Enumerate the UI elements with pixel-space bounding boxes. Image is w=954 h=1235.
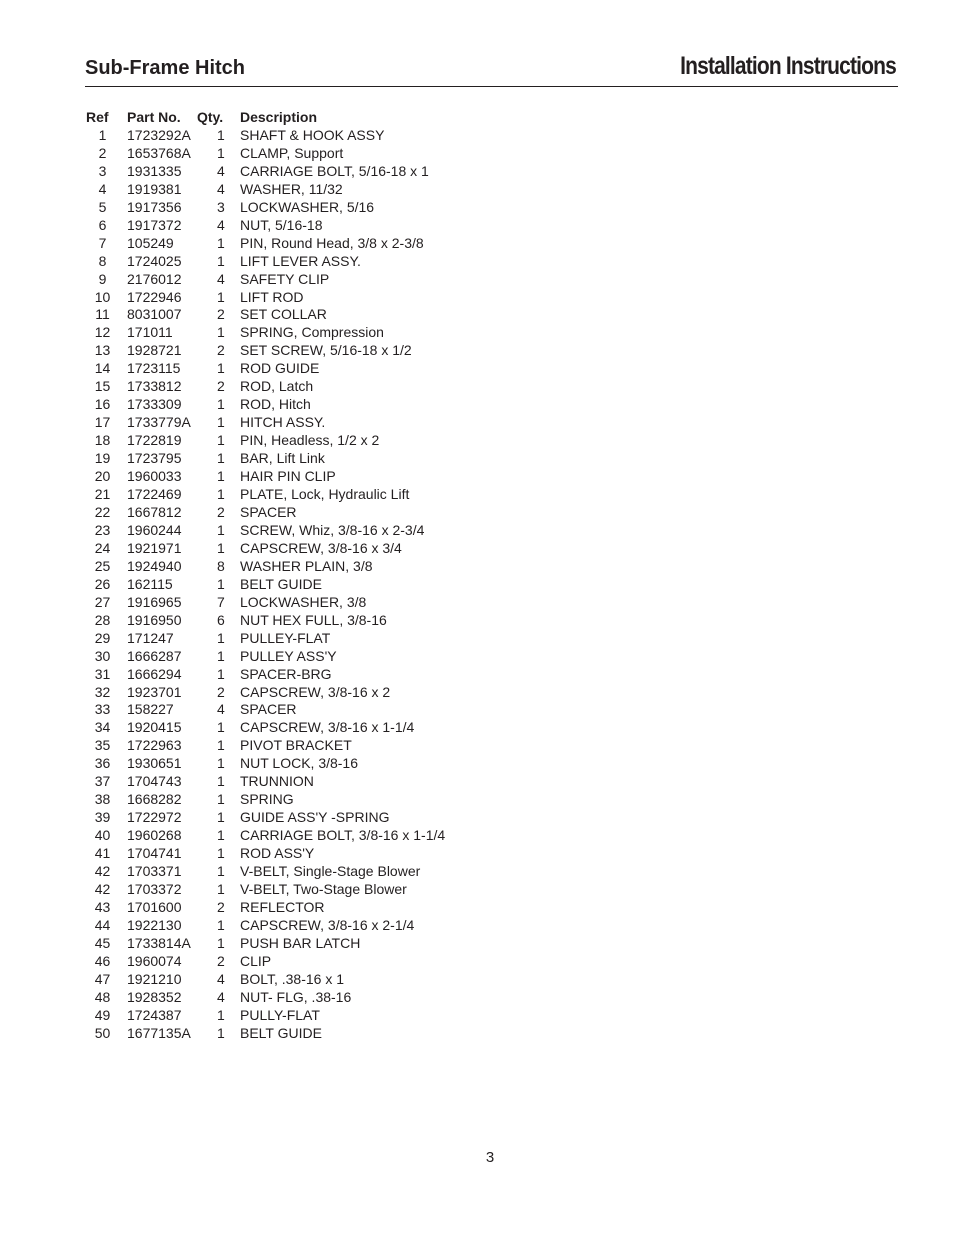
cell-ref: 20 — [94, 468, 111, 485]
cell-qty: 2 — [217, 342, 225, 359]
cell-qty: 1 — [217, 126, 225, 143]
cell-description: PUSH BAR LATCH — [240, 934, 361, 951]
cell-ref: 48 — [94, 988, 111, 1005]
table-row — [84, 414, 500, 432]
cell-qty: 1 — [217, 414, 225, 431]
cell-part-no: 1921971 — [127, 539, 182, 556]
cell-description: CARRIAGE BOLT, 3/8-16 x 1-1/4 — [240, 827, 446, 844]
cell-ref: 38 — [94, 791, 111, 808]
table-row — [84, 773, 500, 791]
cell-qty: 1 — [217, 773, 225, 790]
cell-qty: 2 — [217, 503, 225, 520]
table-row — [84, 396, 500, 414]
cell-description: NUT HEX FULL, 3/8-16 — [240, 611, 387, 628]
cell-part-no: 1917372 — [127, 216, 182, 233]
cell-qty: 2 — [217, 306, 225, 323]
cell-part-no: 1920415 — [127, 719, 182, 736]
parts-list-body — [84, 127, 500, 1043]
cell-ref: 13 — [94, 342, 111, 359]
cell-part-no: 1960268 — [127, 827, 182, 844]
cell-ref: 29 — [94, 629, 111, 646]
cell-part-no: 158227 — [127, 701, 174, 718]
cell-description: PIVOT BRACKET — [240, 737, 352, 754]
table-row — [84, 648, 500, 666]
cell-part-no: 1930651 — [127, 755, 182, 772]
cell-ref: 26 — [94, 575, 111, 592]
cell-ref: 5 — [98, 198, 107, 215]
table-row — [84, 827, 500, 845]
cell-description: SET SCREW, 5/16-18 x 1/2 — [240, 342, 412, 359]
table-row — [84, 845, 500, 863]
cell-description: LIFT ROD — [240, 288, 304, 305]
cell-ref: 23 — [94, 521, 111, 538]
cell-part-no: 1922130 — [127, 916, 182, 933]
cell-qty: 2 — [217, 378, 225, 395]
cell-ref: 43 — [94, 898, 111, 915]
cell-part-no: 1733812 — [127, 378, 182, 395]
cell-qty: 1 — [217, 539, 225, 556]
cell-qty: 1 — [217, 360, 225, 377]
table-row — [84, 468, 500, 486]
cell-part-no: 1916965 — [127, 593, 182, 610]
cell-part-no: 171247 — [127, 629, 174, 646]
cell-qty: 4 — [217, 180, 225, 197]
cell-description: SHAFT & HOOK ASSY — [240, 126, 385, 143]
cell-ref: 36 — [94, 755, 111, 772]
cell-ref: 14 — [94, 360, 111, 377]
cell-description: WASHER PLAIN, 3/8 — [240, 557, 373, 574]
cell-ref: 45 — [94, 934, 111, 951]
table-row — [84, 684, 500, 702]
cell-part-no: 1928352 — [127, 988, 182, 1005]
table-row — [84, 432, 500, 450]
cell-ref: 50 — [94, 1024, 111, 1041]
cell-qty: 1 — [217, 252, 225, 269]
cell-ref: 39 — [94, 809, 111, 826]
cell-part-no: 1722972 — [127, 809, 182, 826]
table-row — [84, 558, 500, 576]
cell-qty: 6 — [217, 611, 225, 628]
cell-part-no: 1960244 — [127, 521, 182, 538]
cell-description: CLIP — [240, 952, 272, 969]
cell-part-no: 1723292A — [127, 126, 191, 143]
cell-qty: 1 — [217, 629, 225, 646]
cell-ref: 25 — [94, 557, 111, 574]
cell-qty: 1 — [217, 827, 225, 844]
cell-description: CLAMP, Support — [240, 144, 344, 161]
table-row — [84, 289, 500, 307]
cell-qty: 1 — [217, 450, 225, 467]
cell-description: WASHER, 11/32 — [240, 180, 343, 197]
cell-ref: 12 — [94, 324, 111, 341]
table-row — [84, 630, 500, 648]
cell-qty: 1 — [217, 288, 225, 305]
cell-description: SPACER-BRG — [240, 665, 332, 682]
cell-qty: 1 — [217, 809, 225, 826]
cell-qty: 1 — [217, 324, 225, 341]
cell-qty: 2 — [217, 952, 225, 969]
cell-description: NUT- FLG, .38-16 — [240, 988, 352, 1005]
cell-ref: 8 — [98, 252, 107, 269]
table-row — [84, 594, 500, 612]
cell-ref: 9 — [98, 270, 107, 287]
table-row — [84, 576, 500, 594]
cell-description: PULLY-FLAT — [240, 1006, 320, 1023]
table-row — [84, 253, 500, 271]
table-row — [84, 809, 500, 827]
cell-description: SPACER — [240, 503, 297, 520]
cell-description: SPACER — [240, 701, 297, 718]
cell-ref: 11 — [95, 306, 110, 323]
cell-description: PIN, Headless, 1/2 x 2 — [240, 432, 380, 449]
cell-qty: 1 — [217, 755, 225, 772]
parts-list-table — [84, 109, 500, 1043]
cell-ref: 27 — [94, 593, 111, 610]
table-row — [84, 1025, 500, 1043]
table-row — [84, 450, 500, 468]
table-row — [84, 199, 500, 217]
page-header — [85, 52, 898, 87]
cell-description: CAPSCREW, 3/8-16 x 1-1/4 — [240, 719, 415, 736]
table-row — [84, 719, 500, 737]
cell-description: ROD, Hitch — [240, 396, 311, 413]
cell-qty: 4 — [217, 162, 225, 179]
table-row — [84, 1007, 500, 1025]
cell-description: SCREW, Whiz, 3/8-16 x 2-3/4 — [240, 521, 425, 538]
page-number: 3 — [485, 1149, 495, 1166]
cell-qty: 1 — [217, 144, 225, 161]
cell-ref: 30 — [94, 647, 111, 664]
cell-part-no: 1960074 — [127, 952, 182, 969]
table-row — [84, 522, 500, 540]
cell-part-no: 1703372 — [127, 880, 182, 897]
cell-part-no: 1928721 — [127, 342, 182, 359]
cell-part-no: 1653768A — [127, 144, 191, 161]
cell-part-no: 1919381 — [127, 180, 182, 197]
cell-part-no: 8031007 — [127, 306, 182, 323]
cell-description: SPRING, Compression — [240, 324, 384, 341]
cell-ref: 40 — [94, 827, 111, 844]
cell-qty: 1 — [217, 719, 225, 736]
table-row — [84, 540, 500, 558]
cell-ref: 42 — [94, 863, 111, 880]
cell-description: LOCKWASHER, 5/16 — [240, 198, 375, 215]
cell-ref: 42 — [94, 880, 111, 897]
table-row — [84, 163, 500, 181]
cell-description: V-BELT, Single-Stage Blower — [240, 863, 421, 880]
cell-part-no: 1723115 — [127, 360, 181, 377]
cell-description: HITCH ASSY. — [240, 414, 326, 431]
table-row — [84, 791, 500, 809]
cell-description: SET COLLAR — [240, 306, 327, 323]
cell-description: BELT GUIDE — [240, 575, 322, 592]
cell-part-no: 171011 — [127, 324, 173, 341]
cell-part-no: 1921210 — [127, 970, 182, 987]
cell-ref: 3 — [98, 162, 107, 179]
cell-qty: 1 — [217, 916, 225, 933]
table-row — [84, 989, 500, 1007]
cell-ref: 1 — [98, 126, 107, 143]
cell-qty: 4 — [217, 270, 225, 287]
cell-ref: 16 — [94, 396, 111, 413]
cell-part-no: 1733779A — [127, 414, 191, 431]
cell-qty: 1 — [217, 934, 225, 951]
cell-ref: 41 — [94, 845, 111, 862]
cell-part-no: 1703371 — [127, 863, 182, 880]
cell-description: SPRING — [240, 791, 294, 808]
cell-description: V-BELT, Two-Stage Blower — [240, 880, 407, 897]
cell-ref: 33 — [94, 701, 111, 718]
cell-qty: 1 — [217, 575, 225, 592]
cell-qty: 1 — [217, 863, 225, 880]
section-title: Sub-Frame Hitch — [85, 57, 246, 79]
cell-description: NUT, 5/16-18 — [240, 216, 323, 233]
cell-part-no: 1722946 — [127, 288, 182, 305]
table-row — [84, 612, 500, 630]
cell-ref: 47 — [94, 970, 111, 987]
cell-part-no: 1924940 — [127, 557, 182, 574]
cell-description: CAPSCREW, 3/8-16 x 2-1/4 — [240, 916, 415, 933]
cell-description: CARRIAGE BOLT, 5/16-18 x 1 — [240, 162, 429, 179]
cell-qty: 2 — [217, 683, 225, 700]
table-row — [84, 755, 500, 773]
cell-ref: 35 — [94, 737, 111, 754]
cell-qty: 1 — [217, 665, 225, 682]
cell-qty: 1 — [217, 432, 225, 449]
cell-qty: 1 — [217, 521, 225, 538]
cell-description: BELT GUIDE — [240, 1024, 322, 1041]
cell-ref: 22 — [94, 503, 111, 520]
table-row — [84, 235, 500, 253]
cell-part-no: 1733814A — [127, 934, 191, 951]
cell-qty: 1 — [217, 845, 225, 862]
cell-description: BOLT, .38-16 x 1 — [240, 970, 345, 987]
cell-qty: 1 — [217, 791, 225, 808]
cell-ref: 6 — [98, 216, 107, 233]
table-row — [84, 971, 500, 989]
cell-ref: 37 — [94, 773, 111, 790]
cell-description: LOCKWASHER, 3/8 — [240, 593, 367, 610]
cell-part-no: 1704743 — [127, 773, 182, 790]
cell-description: ROD, Latch — [240, 378, 314, 395]
table-row — [84, 324, 500, 342]
cell-ref: 44 — [94, 916, 111, 933]
table-row — [84, 145, 500, 163]
cell-part-no: 1931335 — [127, 162, 182, 179]
cell-part-no: 1917356 — [127, 198, 182, 215]
cell-qty: 2 — [217, 898, 225, 915]
cell-description: GUIDE ASS'Y -SPRING — [240, 809, 390, 826]
cell-description: LIFT LEVER ASSY. — [240, 252, 361, 269]
cell-description: ROD GUIDE — [240, 360, 320, 377]
cell-part-no: 1916950 — [127, 611, 182, 628]
cell-qty: 1 — [217, 647, 225, 664]
table-row — [84, 486, 500, 504]
cell-ref: 2 — [98, 144, 107, 161]
cell-part-no: 105249 — [127, 234, 174, 251]
table-row — [84, 360, 500, 378]
cell-part-no: 1724025 — [127, 252, 182, 269]
table-row — [84, 737, 500, 755]
column-header-description: Description — [240, 109, 318, 125]
cell-ref: 15 — [94, 378, 111, 395]
cell-part-no: 1733309 — [127, 396, 182, 413]
cell-qty: 8 — [217, 557, 225, 574]
cell-ref: 31 — [94, 665, 111, 682]
cell-description: BAR, Lift Link — [240, 450, 325, 467]
cell-part-no: 1724387 — [127, 1006, 182, 1023]
cell-description: TRUNNION — [240, 773, 314, 790]
cell-ref: 17 — [94, 414, 111, 431]
cell-description: SAFETY CLIP — [240, 270, 330, 287]
document-title: Installation Instructions — [680, 52, 896, 80]
table-row — [84, 935, 500, 953]
cell-ref: 32 — [94, 683, 111, 700]
cell-ref: 7 — [98, 234, 107, 251]
cell-qty: 1 — [217, 1006, 225, 1023]
cell-description: PLATE, Lock, Hydraulic Lift — [240, 486, 410, 503]
table-row — [84, 271, 500, 289]
column-header-ref: Ref — [86, 109, 109, 125]
table-row — [84, 504, 500, 522]
table-row — [84, 899, 500, 917]
cell-part-no: 1666294 — [127, 665, 182, 682]
cell-qty: 1 — [217, 880, 225, 897]
cell-ref: 21 — [94, 486, 111, 503]
column-header-qty: Qty. — [197, 109, 224, 125]
cell-part-no: 1723795 — [127, 450, 182, 467]
cell-qty: 4 — [217, 970, 225, 987]
cell-description: PIN, Round Head, 3/8 x 2-3/8 — [240, 234, 424, 251]
cell-ref: 34 — [94, 719, 111, 736]
cell-qty: 1 — [217, 737, 225, 754]
cell-ref: 18 — [94, 432, 111, 449]
cell-ref: 28 — [94, 611, 111, 628]
table-row — [84, 881, 500, 899]
cell-part-no: 1960033 — [127, 468, 182, 485]
cell-qty: 1 — [217, 486, 225, 503]
cell-part-no: 1677135A — [127, 1024, 191, 1041]
table-row — [84, 666, 500, 684]
cell-part-no: 1667812 — [127, 503, 182, 520]
cell-part-no: 1722963 — [127, 737, 182, 754]
cell-description: PULLEY-FLAT — [240, 629, 331, 646]
cell-qty: 4 — [217, 216, 225, 233]
cell-description: CAPSCREW, 3/8-16 x 3/4 — [240, 539, 402, 556]
table-row — [84, 217, 500, 235]
cell-part-no: 1923701 — [127, 683, 182, 700]
table-row — [84, 863, 500, 881]
table-row — [84, 378, 500, 396]
cell-description: CAPSCREW, 3/8-16 x 2 — [240, 683, 391, 700]
column-header-part-no: Part No. — [127, 109, 181, 125]
cell-part-no: 1666287 — [127, 647, 182, 664]
cell-part-no: 162115 — [127, 575, 173, 592]
table-row — [84, 953, 500, 971]
cell-part-no: 1722819 — [127, 432, 182, 449]
cell-qty: 1 — [217, 234, 225, 251]
cell-description: REFLECTOR — [240, 898, 325, 915]
cell-part-no: 1704741 — [127, 845, 182, 862]
cell-description: NUT LOCK, 3/8-16 — [240, 755, 359, 772]
table-row — [84, 306, 500, 324]
cell-ref: 10 — [94, 288, 111, 305]
cell-ref: 24 — [94, 539, 111, 556]
cell-description: ROD ASS'Y — [240, 845, 315, 862]
cell-qty: 1 — [217, 396, 225, 413]
cell-qty: 7 — [217, 593, 225, 610]
table-row — [84, 917, 500, 935]
cell-qty: 1 — [217, 1024, 225, 1041]
cell-part-no: 1701600 — [127, 898, 182, 915]
cell-part-no: 1722469 — [127, 486, 182, 503]
table-row — [84, 127, 500, 145]
cell-qty: 4 — [217, 988, 225, 1005]
cell-ref: 19 — [94, 450, 111, 467]
cell-description: PULLEY ASS'Y — [240, 647, 337, 664]
table-row — [84, 701, 500, 719]
cell-ref: 46 — [94, 952, 111, 969]
cell-qty: 4 — [217, 701, 225, 718]
cell-part-no: 1668282 — [127, 791, 182, 808]
cell-qty: 3 — [217, 198, 225, 215]
cell-description: HAIR PIN CLIP — [240, 468, 336, 485]
cell-qty: 1 — [217, 468, 225, 485]
cell-part-no: 2176012 — [127, 270, 182, 287]
table-row — [84, 342, 500, 360]
cell-ref: 4 — [98, 180, 107, 197]
cell-ref: 49 — [94, 1006, 111, 1023]
table-header-row — [84, 109, 500, 127]
table-row — [84, 181, 500, 199]
